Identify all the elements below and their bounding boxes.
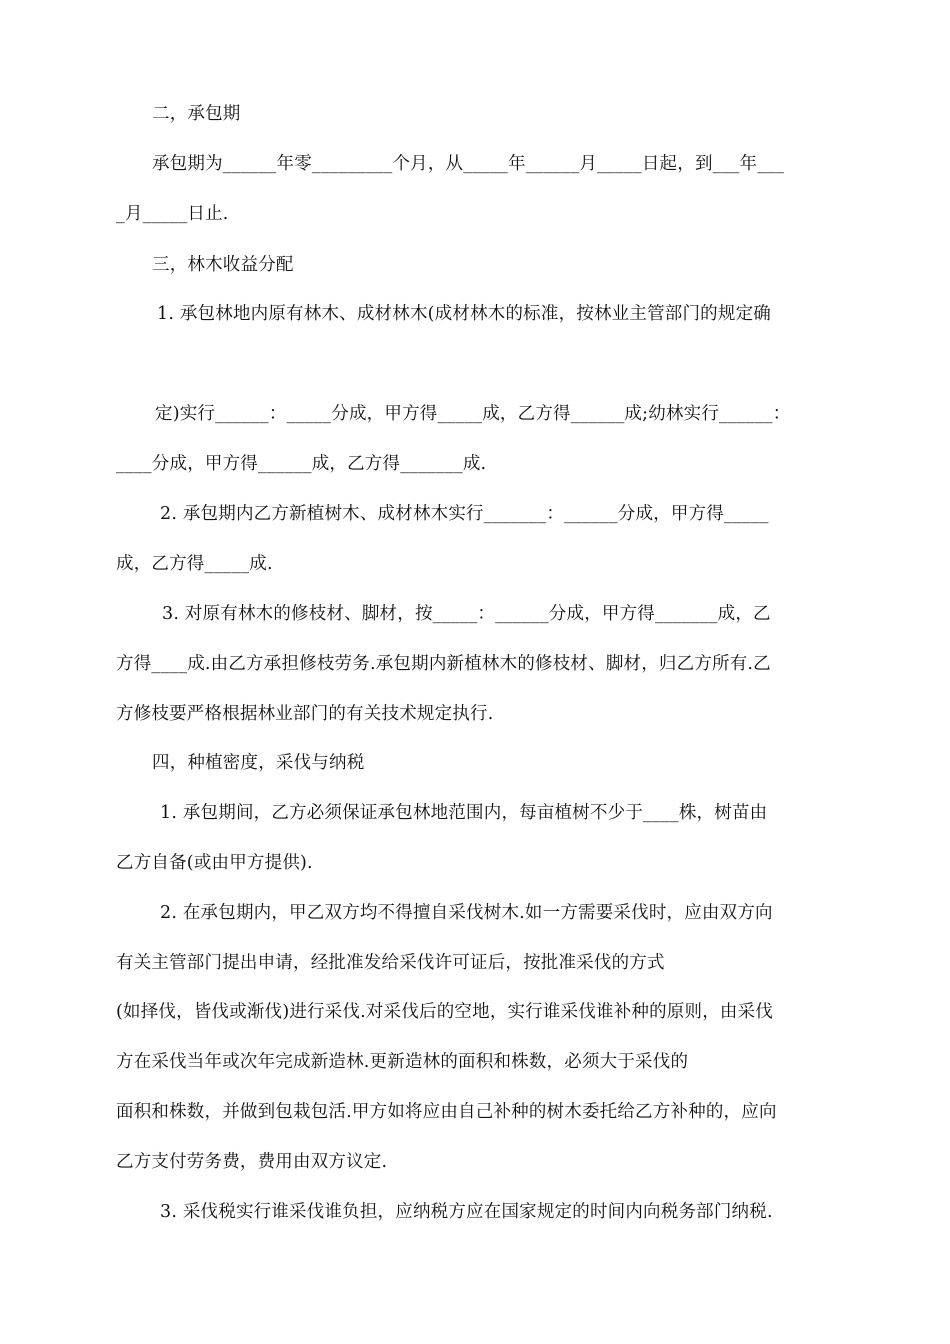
paragraph-line: 乙方自备(或由甲方提供).: [116, 853, 313, 873]
paragraph-line: ____分成，甲方得______成，乙方得_______成.: [116, 454, 487, 474]
section-heading-planting-density: 四，种植密度，采伐与纳税: [152, 753, 365, 773]
list-item: 2. 在承包期内，甲乙双方均不得擅自采伐树木.如一方需要采伐时，应由双方向: [160, 903, 773, 923]
list-item: 1. 承包期间，乙方必须保证承包林地范围内，每亩植树不少于____株，树苗由: [160, 803, 768, 823]
section-heading-revenue-distribution: 三，林木收益分配: [152, 255, 294, 275]
paragraph-line: 承包期为______年零_________个月，从_____年______月_____日起，到___年___: [152, 154, 785, 174]
paragraph-line: _月_____日止.: [116, 204, 229, 224]
list-item: 1. 承包林地内原有林木、成材林木(成材林木的标准，按林业主管部门的规定确: [157, 304, 771, 324]
paragraph-line: 定)实行______：_____分成，甲方得_____成，乙方得______成;幼林实行______：: [155, 404, 791, 424]
paragraph-line: 面积和株数，并做到包栽包活.甲方如将应由自己补种的树木委托给乙方补种的，应向: [116, 1102, 777, 1122]
paragraph-line: (如择伐，皆伐或渐伐)进行采伐.对采伐后的空地，实行谁采伐谁补种的原则，由采伐: [116, 1002, 774, 1022]
list-item: 3. 采伐税实行谁采伐谁负担，应纳税方应在国家规定的时间内向税务部门纳税.: [160, 1202, 773, 1222]
paragraph-line: 方在采伐当年或次年完成新造林.更新造林的面积和株数，必须大于采伐的: [116, 1052, 689, 1072]
paragraph-line: 有关主管部门提出申请，经批准发给采伐许可证后，按批准采伐的方式: [116, 953, 665, 973]
paragraph-line: 成，乙方得_____成.: [116, 554, 273, 574]
section-heading-contract-period: 二，承包期: [152, 104, 241, 124]
list-item: 2. 承包期内乙方新植树木、成材林木实行_______：______分成，甲方得_____: [160, 504, 769, 524]
paragraph-line: 乙方支付劳务费，费用由双方议定.: [116, 1152, 388, 1172]
paragraph-line: 方修枝要严格根据林业部门的有关技术规定执行.: [116, 704, 494, 724]
list-item: 3. 对原有林木的修枝材、脚材，按_____：______分成，甲方得_______成，乙: [162, 604, 771, 624]
paragraph-line: 方得____成.由乙方承担修枝劳务.承包期内新植林木的修枝材、脚材，归乙方所有.乙: [116, 654, 771, 674]
